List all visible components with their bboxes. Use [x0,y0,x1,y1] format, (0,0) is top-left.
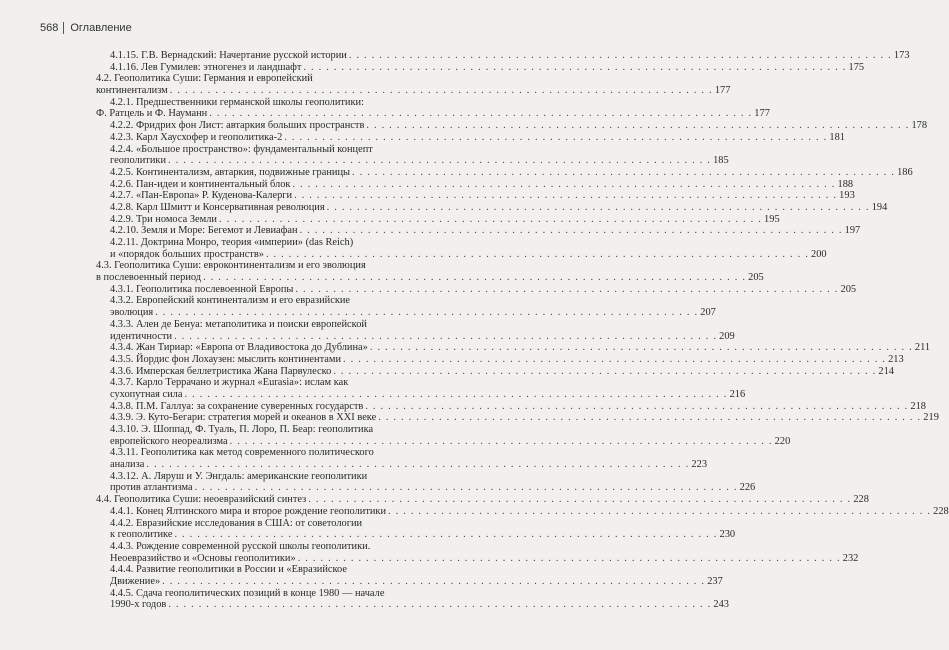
toc-entry [82,388,746,401]
toc-entry-page: 214 [878,365,894,377]
dot-leader [365,401,908,413]
dot-leader [174,331,717,343]
toc-entry-page: 216 [729,388,746,400]
dot-leader [162,576,705,588]
toc-entry-page: 205 [840,283,857,295]
toc-entry [82,494,869,506]
toc-entry-page: 177 [714,85,731,97]
toc-entry [82,131,845,144]
toc-entry-page: 223 [691,459,708,471]
dot-leader [292,179,835,191]
toc-entry-title: 4.2. Геополитика Суши: Германия и европейский [96,73,313,85]
toc-entry [82,225,861,237]
toc-entry [82,353,904,366]
toc-entry-title: и «порядок больших пространств» [110,248,264,260]
toc-entry [82,482,756,494]
toc-entry-page: 243 [713,599,729,611]
toc-entry [82,400,926,413]
toc-entry [82,213,780,226]
toc-entry [82,319,424,331]
dot-leader [303,62,846,74]
toc-entry-page: 205 [748,272,764,284]
dot-leader [155,307,698,319]
toc-entry [82,61,865,74]
toc-entry-title: в послевоенный период [96,272,202,284]
dot-leader [294,190,837,202]
dot-leader [295,284,838,296]
toc-entry [82,471,424,483]
toc-entry-title: 4.2.7. «Пан-Европа» Р. Куденова-Калерги [110,190,293,202]
toc-entry-title: идентичности [110,330,173,342]
toc-entry [82,365,894,378]
toc-entry-title: сухопутная сила [110,388,183,400]
toc-entry [82,85,731,97]
toc-entry-page: 186 [897,166,913,178]
toc-entry-title: 4.2.4. «Большое пространство»: фундаментальный концепт [110,143,373,155]
toc-entry-title: 4.4.1. Конец Ялтинского мира и второе рождение геополитики [110,505,387,517]
dot-leader [388,506,931,518]
toc-entry-title: 4.4. Геополитика Суши: неоевразийский синтез [96,494,307,506]
toc-entry [82,541,424,553]
toc-entry [82,435,791,448]
toc-entry [82,120,928,132]
toc-entry-title: континентализм [96,85,168,97]
toc-entry [82,564,424,576]
dot-leader [284,132,827,144]
toc-entry [82,97,424,109]
dot-leader [184,389,727,401]
toc-entry-page: 181 [829,131,845,143]
dot-leader [349,50,892,62]
dot-leader [219,214,762,226]
dot-leader [203,272,746,284]
toc-entry [82,260,424,272]
toc-entry [82,190,855,202]
dot-leader [327,202,870,214]
toc-entry-page: 197 [844,225,861,237]
toc-entry-title: 4.3.8. П.М. Галлуа: за сохранение суверенных государств [110,400,364,412]
toc-entry-title: 4.2.1. Предшественники германской школы геополитики: [110,96,364,108]
toc-entry-title: 4.3. Геополитика Суши: евроконтинентализм и его эволюция [96,260,366,272]
toc-entry-title: 4.2.11. Доктрина Монро, теория «империи» (das Reich) [110,237,354,248]
toc-entry-page: 237 [707,575,723,587]
toc-entry [82,552,859,565]
dot-leader [343,354,886,366]
toc-entry-page: 207 [700,307,716,319]
dot-leader [168,599,711,611]
toc-entry [82,447,424,459]
toc-entry-title: 4.3.6. Имперская беллетристика Жана Парвулеско [110,365,332,377]
toc-entry [82,272,764,284]
toc-entry-page: 209 [719,330,735,342]
toc-entry [82,505,949,518]
toc-entry-title: 4.2.8. Карл Шмитт и Консервативная революция [110,201,325,213]
toc-entry-title: 4.3.10. Э. Шоппад, Ф. Туаль, П. Лоро, П. Беар: геополитика [110,424,374,435]
toc-entry-title: 4.4.5. Сдача геополитических позиций в конце 1980 — начале [110,587,385,599]
toc-entry [82,73,424,85]
toc-entry [82,518,424,530]
toc-entry [82,342,931,354]
toc-entry-page: 213 [888,353,904,365]
dot-leader [300,225,843,237]
dot-leader [209,108,752,120]
toc-entry [82,178,854,191]
toc-entry [82,529,736,541]
toc-entry-title: 4.3.12. А. Ляруш и У. Энгдаль: американские геополитики [110,470,368,482]
toc-entry-title: 4.3.11. Геополитика как метод современного политического [110,447,374,459]
toc-entry-title: Ф. Ратцель и Ф. Науманн [96,108,208,120]
toc-entry [82,377,424,389]
toc-entry-title: 4.2.3. Карл Хаусхофер и геополитика-2 [110,131,283,143]
header-title: Оглавление [70,22,132,34]
toc-entry [82,108,770,120]
toc-entry-page: 228 [853,494,869,506]
toc-entry-title: 4.1.15. Г.В. Вернадский: Начертание русской истории [110,50,347,61]
dot-leader [308,494,851,506]
toc-entry-title: 4.1.16. Лев Гумилев: этногенез и ландшафт [110,61,302,73]
dot-leader [352,167,895,179]
dot-leader [146,459,689,471]
toc-entry-page: 188 [837,178,854,190]
dot-leader [174,529,717,541]
toc-entry [82,166,913,179]
toc-entry-page: 232 [842,552,859,564]
toc-entry-title: 4.3.1. Геополитика послевоенной Европы [110,283,294,295]
dot-leader [378,412,921,424]
toc-entry-page: 178 [911,120,928,132]
toc-entry [82,459,708,471]
toc-entry [82,248,827,261]
toc-entry-page: 228 [933,505,949,517]
toc-entry-title: анализа [110,459,145,471]
toc-entry-page: 173 [893,50,910,61]
toc-entry-title: против атлантизма [110,482,193,494]
toc-entry-title: 4.3.5. Йордис фон Лохаузен: мыслить континентами [110,353,342,365]
toc-entry [82,599,729,611]
running-header [40,22,132,34]
table-of-contents [82,50,949,611]
toc-entry-title: 4.2.10. Земля и Море: Бегемот и Левиафан [110,225,298,237]
toc-entry [82,412,939,424]
toc-entry [82,588,424,600]
toc-entry [82,144,424,156]
header-divider [63,22,64,34]
toc-entry-title: 4.3.4. Жан Тириар: «Европа от Владивостока до Дублина» [110,342,368,354]
toc-entry-title: 4.4.3. Рождение современной русской школы геополитики. [110,540,371,552]
toc-entry [82,50,910,62]
toc-entry-title: геополитики [110,155,167,167]
toc-entry-page: 211 [914,342,931,354]
toc-entry [82,307,716,319]
toc-entry-title: 4.4.4. Развитие геополитики в России и «Евразийское [110,564,347,576]
toc-entry [82,155,729,167]
dot-leader [168,155,711,167]
toc-entry [82,201,888,214]
toc-entry-title: Движение» [110,575,161,587]
toc-entry-title: 4.2.9. Три номоса Земли [110,213,217,225]
toc-entry-title: эволюция [110,307,154,319]
toc-entry [82,424,424,436]
dot-leader [298,553,841,565]
dot-leader [170,85,713,97]
toc-entry-page: 230 [719,529,736,541]
toc-entry [82,330,735,343]
toc-entry [82,295,424,307]
toc-entry-page: 194 [871,201,888,213]
dot-leader [266,249,809,261]
toc-entry-title: 4.4.2. Евразийские исследования в США: от советологии [110,517,363,529]
toc-entry-page: 175 [848,61,865,73]
toc-entry-title: к геополитике [110,529,173,541]
toc-entry-title: 1990-х годов [110,599,167,611]
toc-entry-title: Неоевразийство и «Основы геополитики» [110,552,296,564]
page-number: 568 [40,22,59,34]
toc-entry-title: 4.3.2. Европейский континентализм и его евразийские [110,295,351,307]
dot-leader [195,482,738,494]
toc-entry [82,575,723,588]
toc-entry-page: 218 [910,400,926,412]
dot-leader [230,436,773,448]
toc-entry [82,237,424,249]
toc-entry-page: 185 [713,155,729,167]
toc-entry-page: 226 [739,482,756,494]
toc-entry-page: 219 [923,412,939,424]
toc-entry-title: 4.2.6. Пан-идеи и континентальный блок [110,178,291,190]
dot-leader [333,366,876,378]
dot-leader [370,342,913,354]
toc-entry-page: 193 [839,190,855,202]
toc-entry-title: 4.3.7. Карло Террачано и журнал «Eurasia»: ислам как [110,377,349,389]
toc-entry-title: 4.3.3. Ален де Бенуа: метаполитика и поиски европейской [110,318,367,330]
toc-entry-title: 4.2.5. Континентализм, автаркия, подвижные границы [110,166,351,178]
toc-entry-page: 195 [764,213,780,225]
dot-leader [366,120,909,132]
toc-entry [82,283,857,296]
toc-entry-title: 4.2.2. Фридрих фон Лист: автаркия больших пространств [110,120,365,132]
toc-entry-title: европейского неореализма [110,435,228,447]
toc-entry-title: 4.3.9. Э. Куто-Бегари: стратегия морей и океанов в XXI веке [110,412,377,424]
toc-entry-page: 220 [774,435,791,447]
toc-entry-page: 177 [754,108,770,120]
toc-entry-page: 200 [811,248,827,260]
